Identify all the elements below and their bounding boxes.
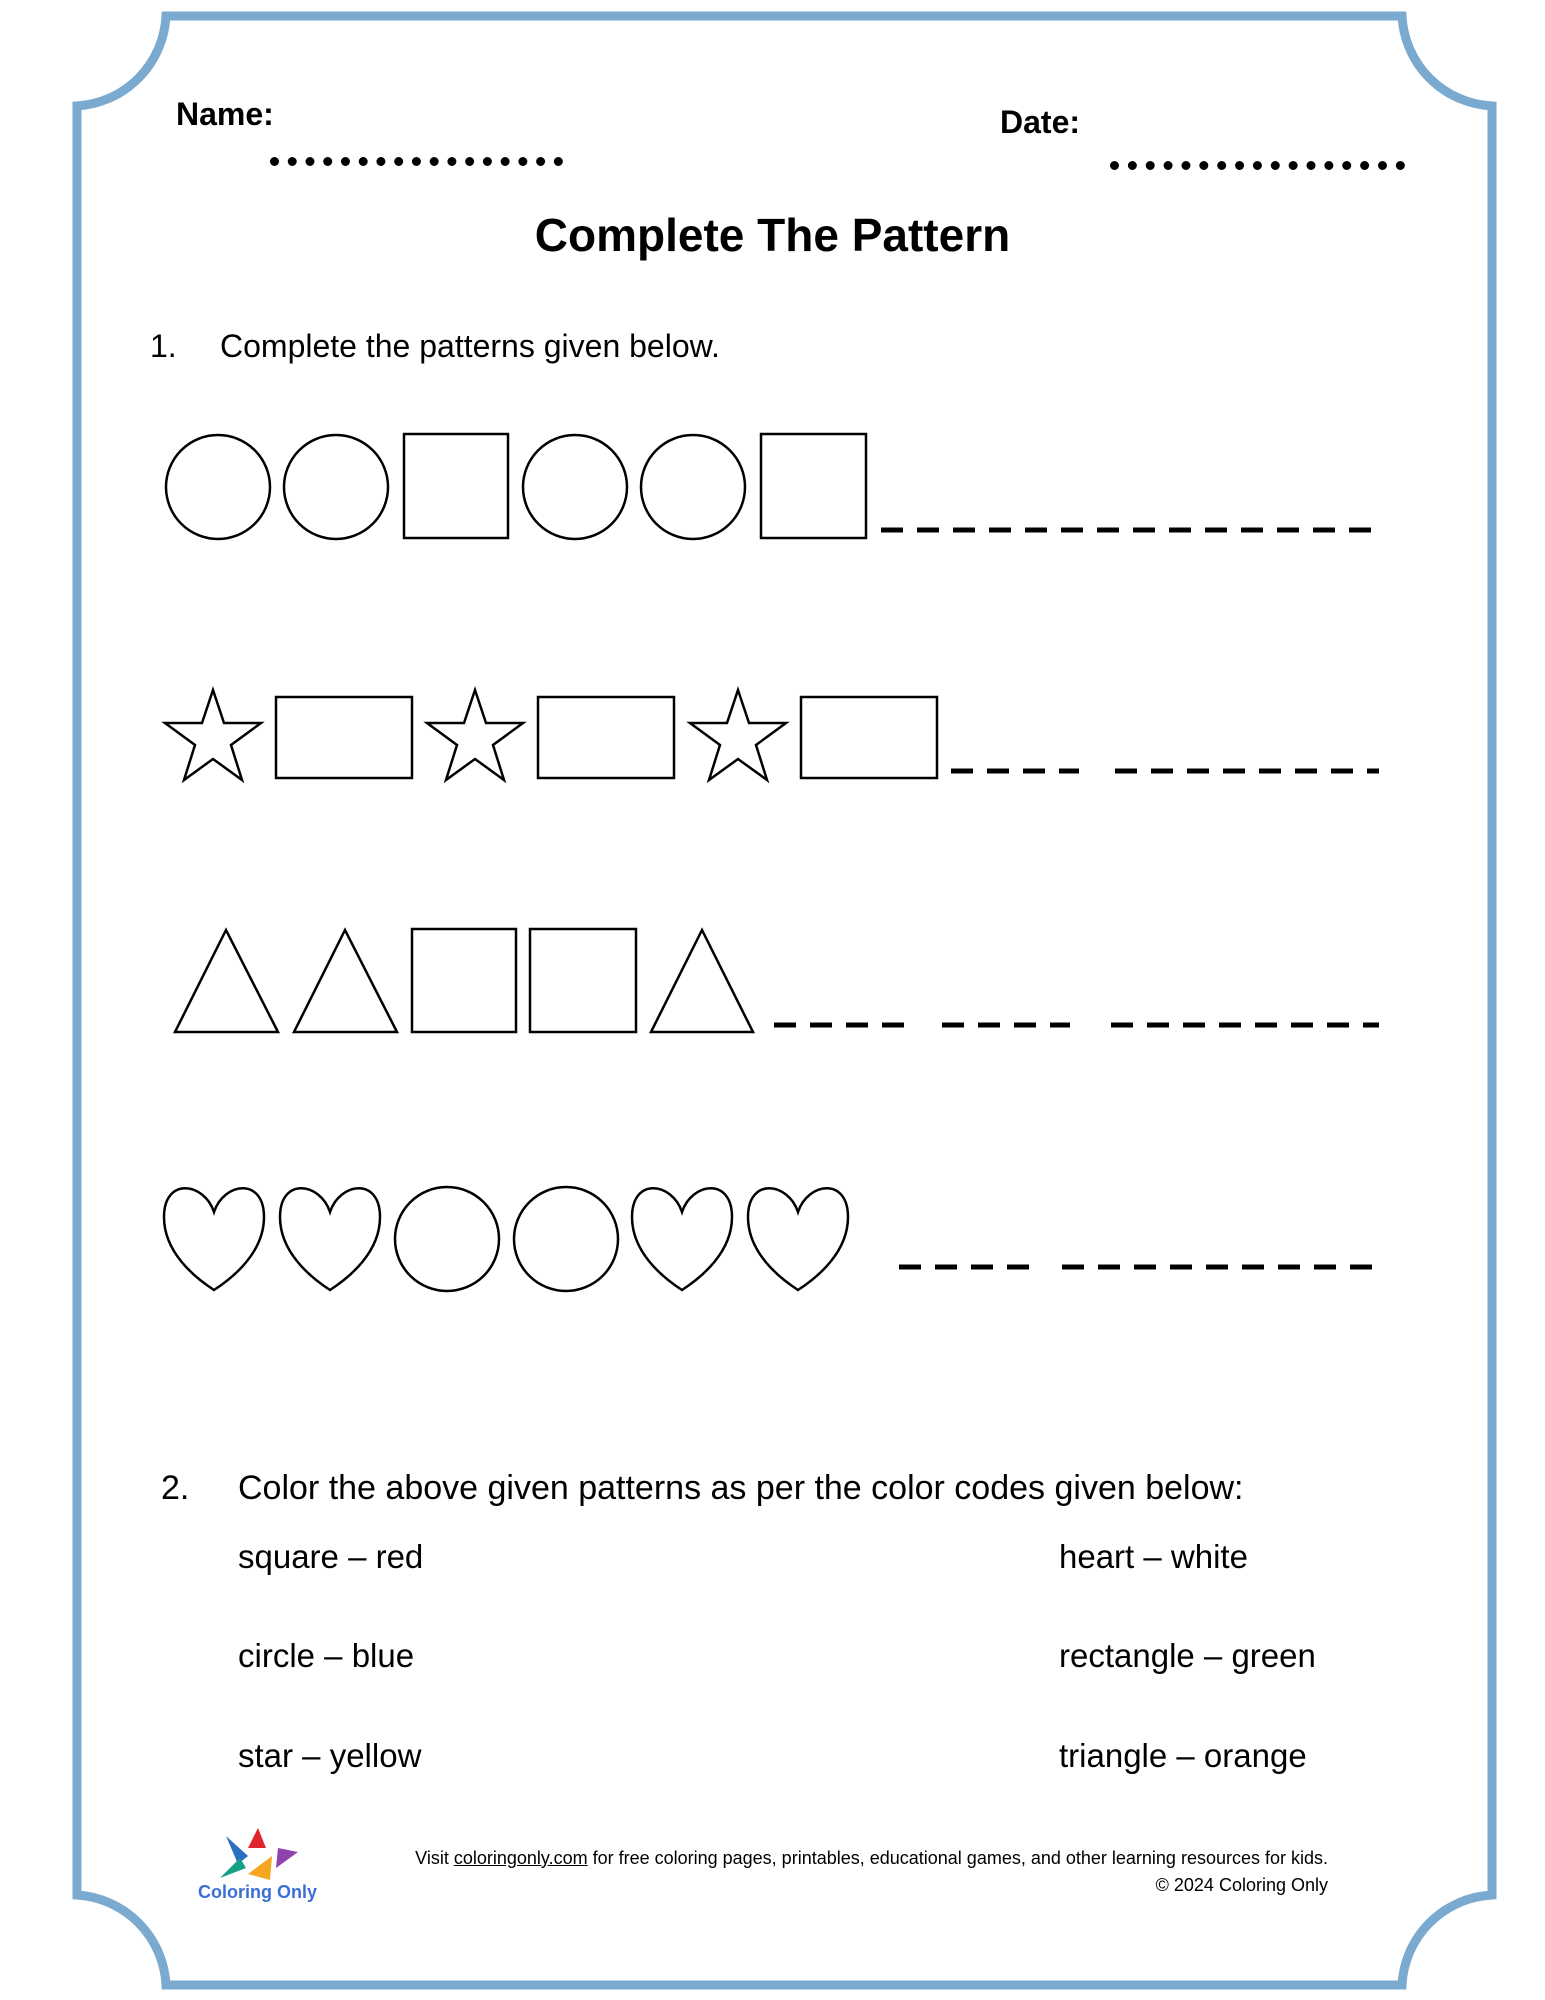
- heart-shape: [748, 1188, 848, 1290]
- color-code-circle: circle – blue: [238, 1637, 415, 1674]
- color-code-triangle: triangle – orange: [1059, 1737, 1307, 1774]
- heart-shape: [164, 1188, 264, 1290]
- pattern-row-4: [164, 1187, 1379, 1291]
- circle-shape: [514, 1187, 618, 1291]
- pattern-row-2: [165, 690, 1379, 780]
- circle-shape: [395, 1187, 499, 1291]
- footer-rest: for free coloring pages, printables, educational games, and other learning resources for kids.: [587, 1848, 1328, 1868]
- question-1-number: 1.: [150, 328, 177, 364]
- triangle-shape: [175, 930, 278, 1032]
- square-shape: [761, 434, 866, 538]
- rectangle-shape: [538, 697, 674, 778]
- triangle-shape: [651, 930, 753, 1032]
- pattern-row-3: [175, 929, 1379, 1032]
- question-2-text: Color the above given patterns as per the color codes given below:: [238, 1469, 1244, 1507]
- star-shape: [690, 690, 786, 780]
- footer-visit: Visit: [415, 1848, 454, 1868]
- footer-visit-line: [415, 1845, 1328, 1872]
- star-shape: [427, 690, 523, 780]
- page-title: Complete The Pattern: [534, 209, 1011, 261]
- date-label: Date:: [1000, 104, 1081, 140]
- square-shape: [530, 929, 636, 1032]
- footer-link[interactable]: coloringonly.com: [453, 1848, 588, 1868]
- color-code-square: square – red: [238, 1538, 424, 1575]
- logo-text: Coloring Only: [198, 1882, 317, 1902]
- coloring-only-logo[interactable]: [198, 1826, 318, 1903]
- star-shape: [165, 690, 261, 780]
- circle-shape: [166, 435, 270, 539]
- heart-shape: [280, 1188, 380, 1290]
- name-label: Name:: [176, 96, 274, 132]
- footer-text: [415, 1845, 1328, 1899]
- rectangle-shape: [276, 697, 412, 778]
- footer-copyright: © 2024 Coloring Only: [1155, 1875, 1328, 1895]
- question-2-number: 2.: [161, 1469, 190, 1507]
- square-shape: [404, 434, 508, 538]
- circle-shape: [641, 435, 745, 539]
- color-code-heart: heart – white: [1059, 1538, 1248, 1575]
- heart-shape: [632, 1188, 732, 1290]
- circle-shape: [284, 435, 388, 539]
- square-shape: [412, 929, 516, 1032]
- circle-shape: [523, 435, 627, 539]
- pattern-row-1: [166, 434, 1379, 539]
- logo-figures-icon: [218, 1826, 308, 1882]
- color-code-rectangle: rectangle – green: [1059, 1637, 1316, 1674]
- triangle-shape: [294, 930, 397, 1032]
- question-1-text: Complete the patterns given below.: [220, 328, 720, 364]
- rectangle-shape: [801, 697, 937, 778]
- color-code-star: star – yellow: [238, 1737, 422, 1774]
